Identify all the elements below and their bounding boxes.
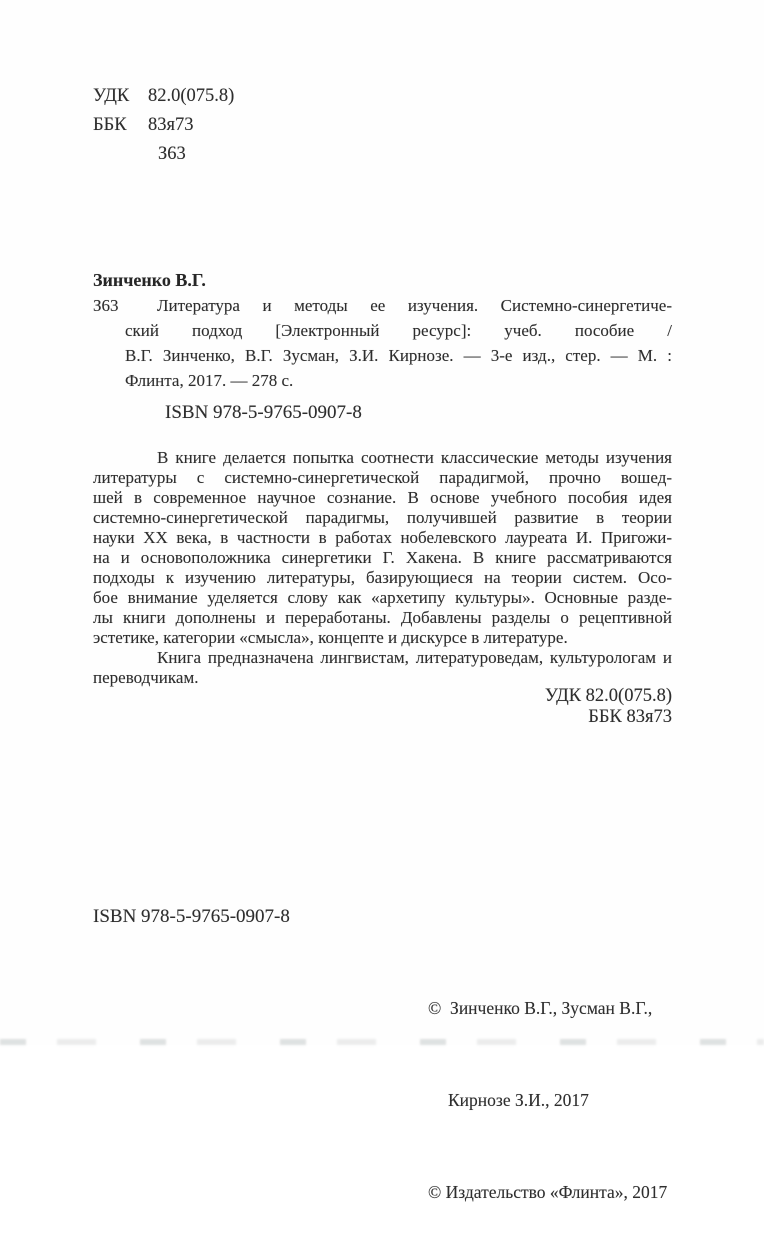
copyright-line: Кирнозе З.И., 2017: [448, 1090, 589, 1110]
card-body: [93, 293, 672, 393]
bbk-label: ББК: [93, 115, 127, 135]
card-description-line: Литература и методы ее изучения. Системно-синергетиче-: [157, 296, 672, 315]
annotation-block: [93, 448, 672, 688]
footer-isbn: ISBN 978-5-9765-0907-8: [93, 906, 290, 927]
author-heading: Зинченко В.Г.: [93, 270, 206, 290]
bottom-udk: УДК 82.0(075.8): [544, 686, 672, 706]
annotation-line: системно-синергетической парадигмы, получившей развитие в теории: [93, 508, 672, 527]
udk-value: 82.0(075.8): [148, 86, 235, 106]
annotation-line: подходы к изучению литературы, базирующиеся на теории систем. Осо-: [93, 568, 672, 587]
bbk-value: 83я73: [148, 115, 194, 135]
card-description-line: Флинта, 2017. — 278 с.: [125, 371, 294, 390]
annotation-paragraph-2: [93, 648, 672, 688]
card-description-line: ский подход [Электронный ресурс]: учеб. пособие /: [125, 321, 672, 340]
author-sign-row: [158, 140, 234, 169]
udk-label: УДК: [93, 86, 130, 106]
card-description: [125, 293, 672, 393]
isbn-statement: ISBN 978-5-9765-0907-8: [165, 402, 362, 423]
card-author-sign: З63: [93, 296, 119, 315]
copyright-line: © Зинченко В.Г., Зусман В.Г.,: [428, 998, 653, 1018]
copyright-block: [428, 905, 667, 1250]
bottom-codes-block: [545, 686, 672, 728]
annotation-line: науки XX века, в частности в работах нобелевского лауреата И. Пригожи-: [93, 528, 672, 547]
annotation-line: Книга предназначена лингвистам, литературоведам, культурологам и: [157, 648, 672, 667]
annotation-line: лы книги дополнены и переработаны. Добавлены разделы о рецептивной: [93, 608, 672, 627]
annotation-line: литературы с системно-синергетической парадигмой, прочно вошед-: [93, 468, 672, 487]
annotation-line: В книге делается попытка соотнести классические методы изучения: [157, 448, 672, 467]
annotation-paragraph-1: [93, 448, 672, 648]
copyright-line: © Издательство «Флинта», 2017: [428, 1182, 668, 1202]
catalog-card: [93, 268, 672, 393]
annotation-line: переводчикам.: [93, 668, 199, 687]
annotation-line: на и основоположника синергетики Г. Хакена. В книге рассматриваются: [93, 548, 672, 567]
card-description-line: В.Г. Зинченко, В.Г. Зусман, З.И. Кирнозе. — 3-е изд., стер. — М. :: [125, 346, 672, 365]
scan-edge-artifact: [0, 1039, 764, 1045]
annotation-line: шей в современное научное сознание. В основе учебного пособия идея: [93, 488, 672, 507]
annotation-line: эстетике, категории «смысла», концепте и дискурсе в литературе.: [93, 628, 568, 647]
top-codes-block: [93, 82, 234, 169]
annotation-line: бое внимание уделяется слову как «архетипу культуры». Основные разде-: [93, 588, 672, 607]
udk-row: [93, 82, 234, 111]
bbk-row: [93, 111, 234, 140]
author-sign: З63: [158, 144, 186, 164]
bottom-bbk: ББК 83я73: [588, 707, 672, 727]
